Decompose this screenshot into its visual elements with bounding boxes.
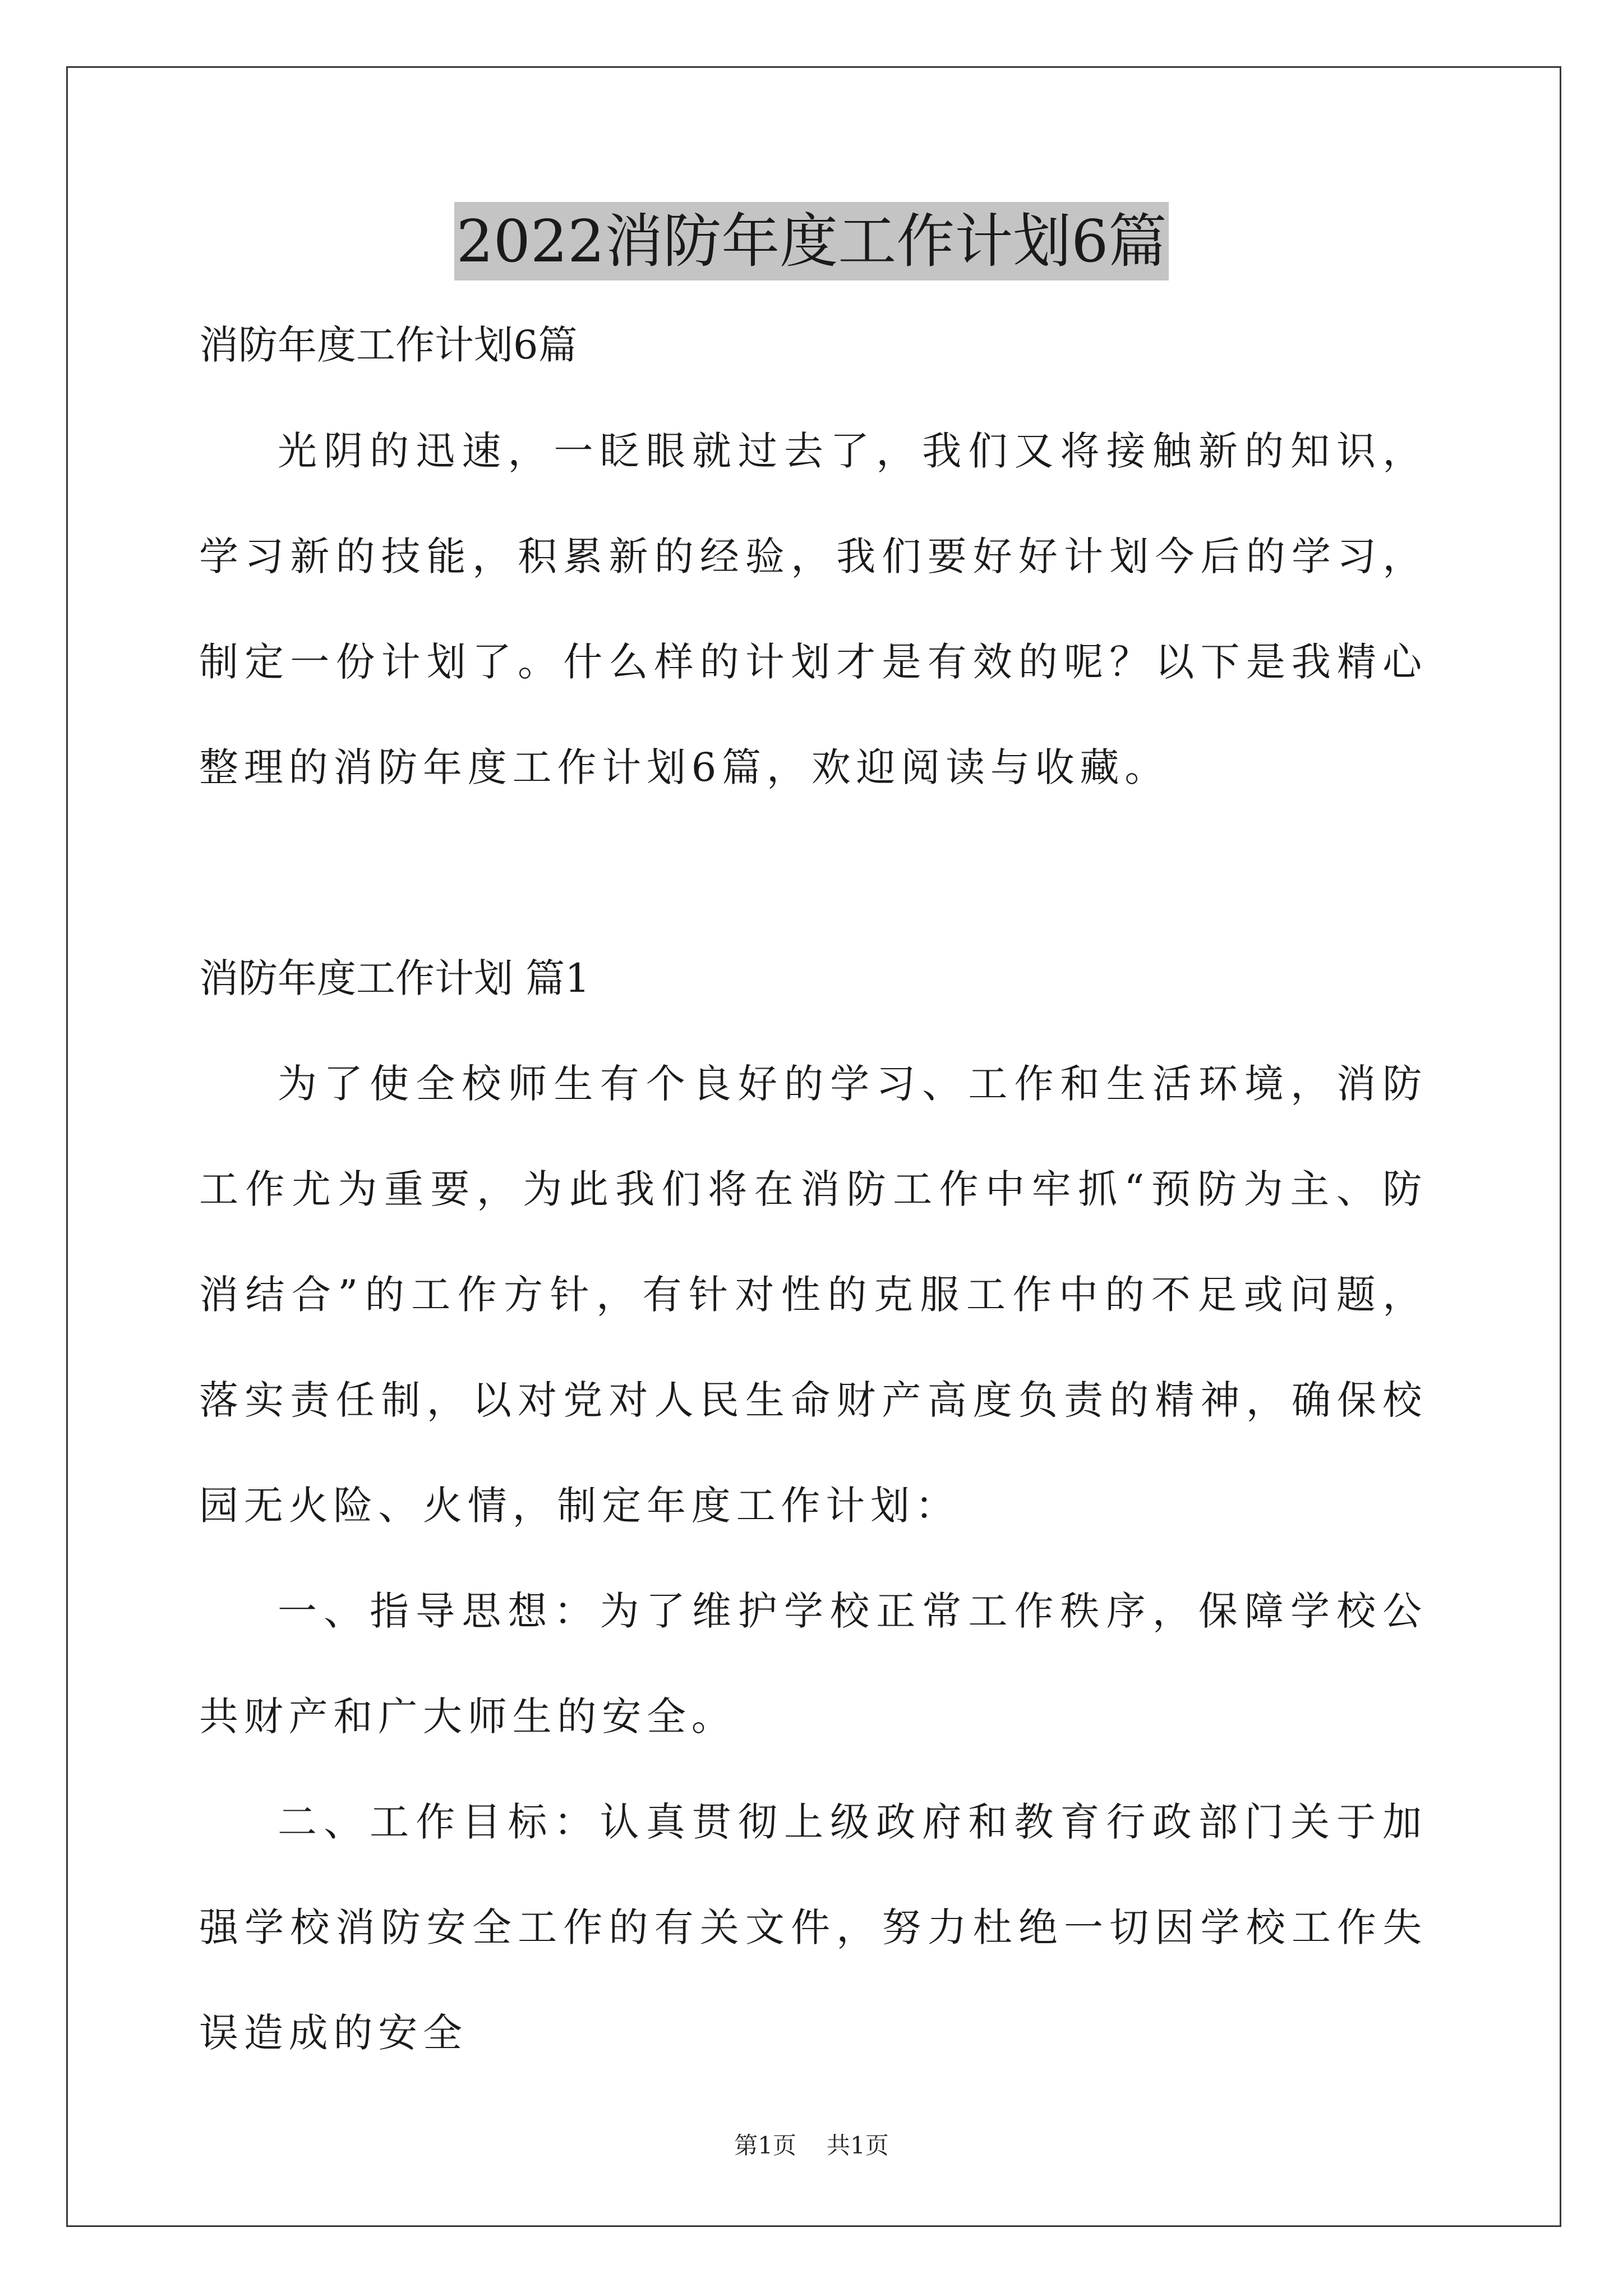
intro-paragraph: 光阴的迅速，一眨眼就过去了，我们又将接触新的知识，学习新的技能，积累新的经验，我们要好好计划今后的学习，制定一份计划了。什么样的计划才是有效的呢？以下是我精心整理的消防年度工作计划6篇，欢迎阅读与收藏。: [199, 428, 1427, 790]
paragraph-3: 二、工作目标：认真贯彻上级政府和教育行政部门关于加强学校消防安全工作的有关文件，努力杜绝一切因学校工作失误造成的安全: [199, 1799, 1427, 2056]
document-subtitle: 消防年度工作计划6篇: [199, 322, 578, 368]
document-body: [199, 292, 1427, 2086]
current-page-number: 第1页: [734, 2132, 796, 2159]
section-spacer: [199, 820, 1427, 926]
section-heading-1: 消防年度工作计划 篇1: [199, 955, 590, 1001]
document-title-text: 2022消防年度工作计划6篇: [454, 202, 1169, 280]
paragraph-1: 为了使全校师生有个良好的学习、工作和生活环境，消防工作尤为重要，为此我们将在消防工作中牢抓“预防为主、防消结合”的工作方针，有针对性的克服工作中的不足或问题，落实责任制，以对党对人民生命财产高度负责的精神，确保校园无火险、火情，制定年度工作计划：: [199, 1061, 1427, 1529]
document-title: [0, 202, 1623, 280]
page-footer: [0, 2129, 1623, 2162]
paragraph-2: 一、指导思想：为了维护学校正常工作秩序，保障学校公共财产和广大师生的安全。: [199, 1588, 1427, 1740]
total-page-count: 共1页: [827, 2132, 889, 2159]
